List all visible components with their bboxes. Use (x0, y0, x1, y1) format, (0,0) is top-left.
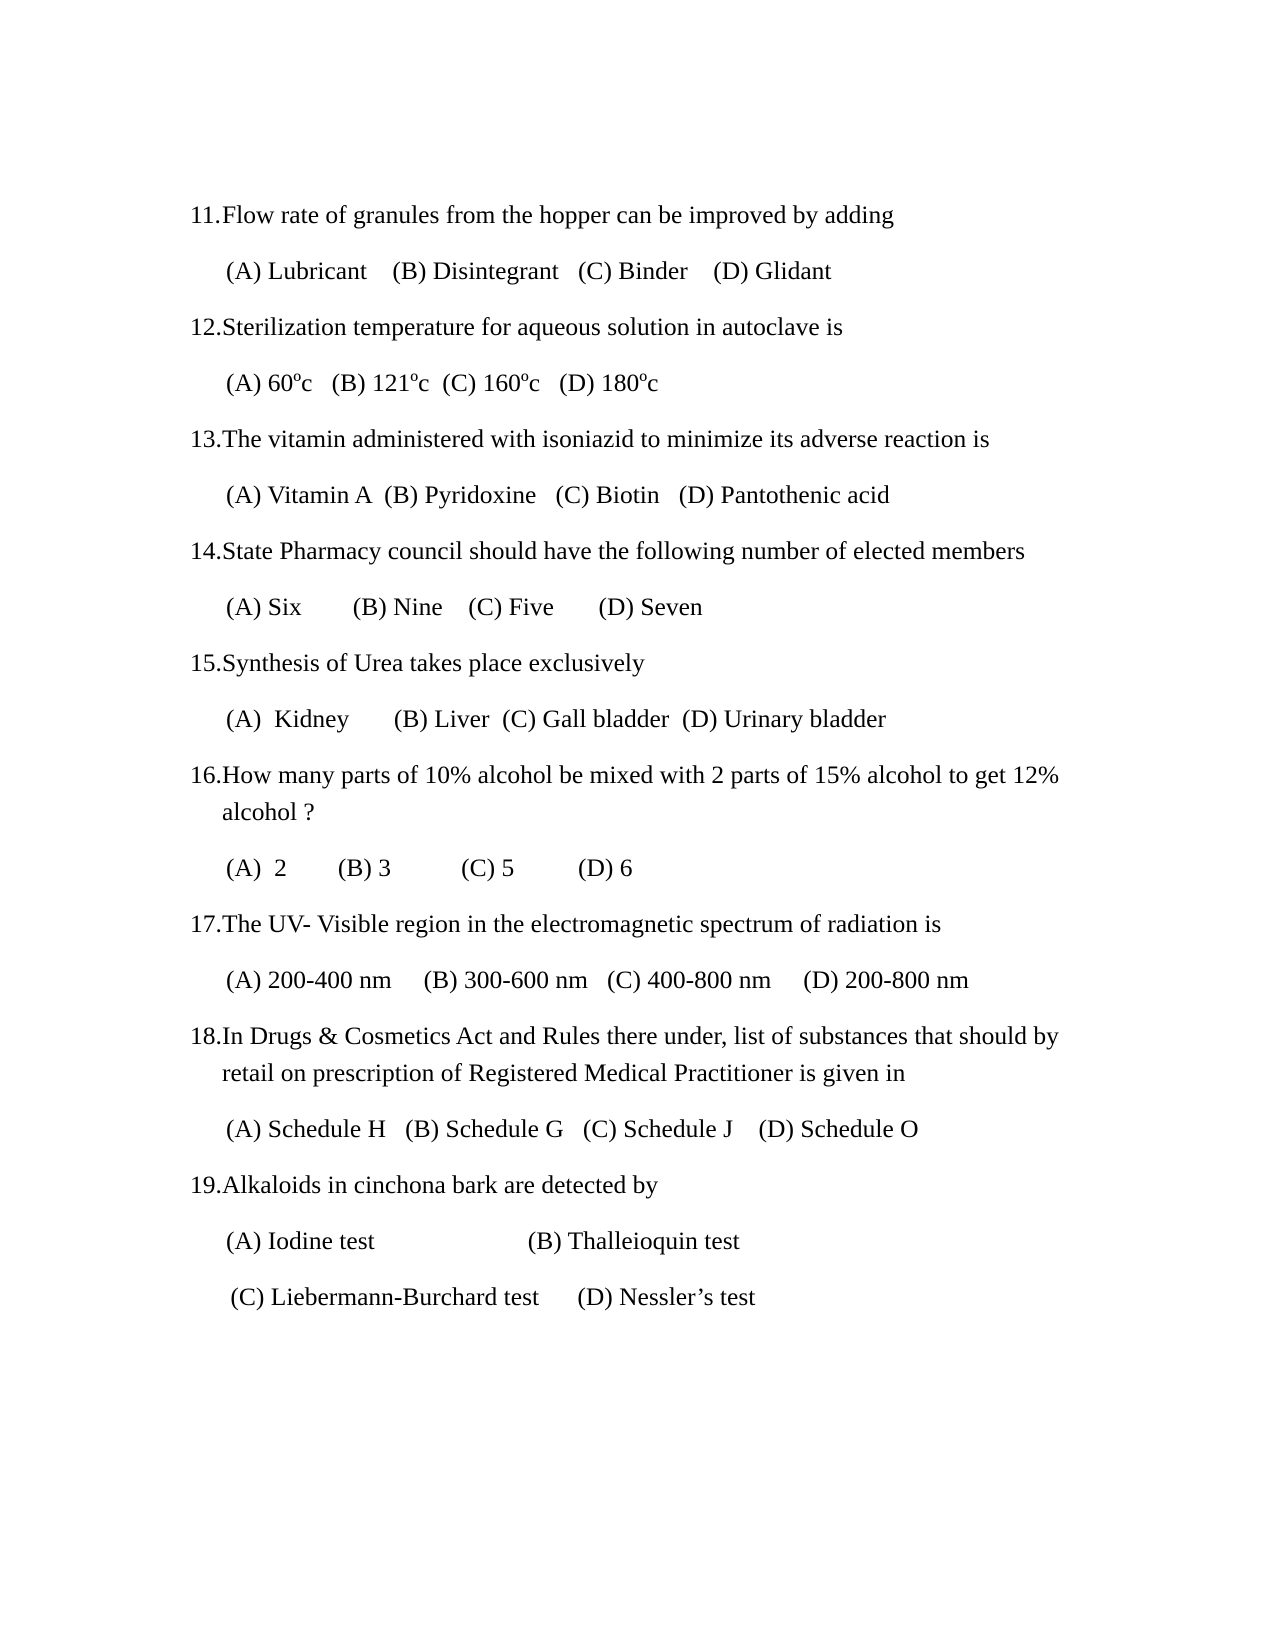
question-block-15 (190, 644, 1070, 737)
question-line (190, 196, 1070, 233)
question-number: 16. (190, 760, 222, 789)
question-text: State Pharmacy council should have the following number of elected members (222, 536, 1026, 565)
options-row[interactable]: (A) Kidney (B) Liver (C) Gall bladder (D) Urinary bladder (226, 704, 886, 733)
question-number: 14. (190, 536, 222, 565)
options-row[interactable]: (A) 60ºc (B) 121ºc (C) 160ºc (D) 180ºc (226, 368, 659, 397)
question-block-16 (190, 756, 1070, 886)
question-text: The vitamin administered with isoniazid to minimize its adverse reaction is (222, 424, 990, 453)
question-text: How many parts of 10% alcohol be mixed with 2 parts of 15% alcohol to get 12% alcohol ? (222, 760, 1060, 826)
question-number: 18. (190, 1021, 222, 1050)
question-line (190, 308, 1070, 345)
question-line (190, 905, 1070, 942)
question-line (190, 532, 1070, 569)
question-line (190, 644, 1070, 681)
options-row-second[interactable]: (C) Liebermann-Burchard test (D) Nessler’s test (224, 1282, 756, 1311)
question-number: 12. (190, 312, 222, 341)
question-number: 15. (190, 648, 222, 677)
question-line (190, 1166, 1070, 1203)
options-row[interactable]: (A) Schedule H (B) Schedule G (C) Schedule J (D) Schedule O (226, 1114, 919, 1143)
question-number: 17. (190, 909, 222, 938)
options-row[interactable]: (A) 200-400 nm (B) 300-600 nm (C) 400-800 nm (D) 200-800 nm (226, 965, 969, 994)
question-text: Sterilization temperature for aqueous solution in autoclave is (222, 312, 844, 341)
options-row[interactable]: (A) Lubricant (B) Disintegrant (C) Binder (D) Glidant (226, 256, 832, 285)
question-line (190, 756, 1070, 830)
question-block-18 (190, 1017, 1070, 1147)
question-line (190, 1017, 1070, 1091)
question-line (190, 420, 1070, 457)
options-row-first[interactable]: (A) Iodine test (B) Thalleioquin test (226, 1226, 740, 1255)
question-block-19 (190, 1166, 1070, 1315)
question-text: The UV- Visible region in the electromagnetic spectrum of radiation is (222, 909, 942, 938)
options-row[interactable]: (A) Six (B) Nine (C) Five (D) Seven (226, 592, 703, 621)
question-block-14 (190, 532, 1070, 625)
question-block-12 (190, 308, 1070, 401)
options-row[interactable]: (A) 2 (B) 3 (C) 5 (D) 6 (226, 853, 633, 882)
question-text: In Drugs & Cosmetics Act and Rules there under, list of substances that should by retail on prescription of Registered Medical Practitioner is given in (222, 1021, 1059, 1087)
question-text: Alkaloids in cinchona bark are detected by (222, 1170, 659, 1199)
question-number: 19. (190, 1170, 222, 1199)
question-block-11 (190, 196, 1070, 289)
options-row[interactable]: (A) Vitamin A (B) Pyridoxine (C) Biotin (D) Pantothenic acid (226, 480, 890, 509)
question-text: Synthesis of Urea takes place exclusively (222, 648, 645, 677)
question-number: 13. (190, 424, 222, 453)
question-text: Flow rate of granules from the hopper can be improved by adding (222, 200, 895, 229)
question-number: 11. (190, 200, 221, 229)
question-list (190, 196, 1070, 1334)
question-block-17 (190, 905, 1070, 998)
question-block-13 (190, 420, 1070, 513)
